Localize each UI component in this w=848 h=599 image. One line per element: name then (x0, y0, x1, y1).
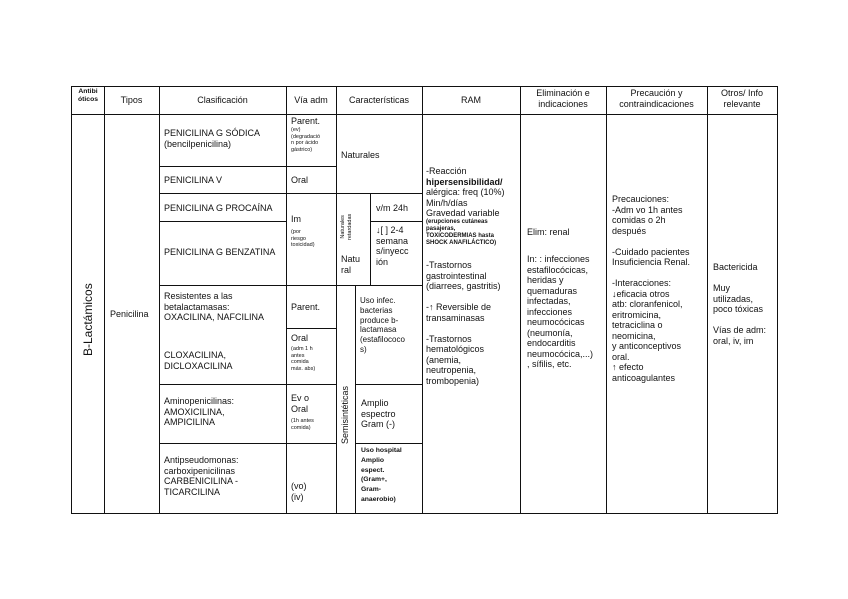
carac-semisinteticas: Semisintéticas (340, 385, 350, 444)
carac-r7: Amplio espectro Gram (-) (361, 398, 396, 429)
header-caracteristicas: Características (348, 95, 410, 105)
via-r6: Oral (291, 333, 309, 343)
elim-p2: In: : infecciones estafilocócicas, heridas y quemaduras infectadas, infecciones neumocócicas (neumonía, endocarditis neumocócica,...) , sífilis, etc. (527, 254, 594, 369)
carac-r5: Uso infec. bacterias produce b- lactamasa (estafilococo s) (360, 296, 405, 354)
via-r6-note: (adm 1 h antes comida máx. abs) (291, 346, 316, 372)
via-r7: Ev o Oral (291, 393, 310, 414)
header-otros: Otros/ Info relevante (720, 88, 764, 109)
clasif-penicilina-g-sodica: PENICILINA G SÓDICA (bencilpenicilina) (164, 128, 261, 149)
tipo-label: Penicilina (110, 309, 149, 319)
carac-r8: Uso hospital Amplio espect. (Gram+, Gram- anaerobio) (361, 447, 402, 503)
group-label: B-Lactámicos (81, 283, 95, 356)
clasif-antipseudomonas: Antipseudomonas: carboxipenicilinas CARBENICILINA - TICARCILINA (164, 455, 239, 497)
via-r8: (vo) (iv) (291, 481, 307, 502)
otros-text: Bactericida Muy utilizadas, poco tóxicas Vías de adm: oral, iv, im (713, 262, 767, 346)
ram-p2: hipersensibilidad/ (426, 176, 503, 187)
carac-natural: Natu ral (341, 254, 361, 275)
clasif-resistentes-betalactamasas: Resistentes a las betalactamasas: OXACILINA, NAFCILINA (164, 291, 265, 322)
ram-p5: -Trastornos gastrointestinal (diarrees, gastritis) -↑ Reversible de transaminasas -Trastornos hematológicos (anemia, neutropenia, trombopenia) (426, 260, 501, 386)
elim-p1: Elim: renal (527, 227, 570, 237)
carac-r4-right: ↓[ ] 2-4 semana s/inyecc ión (376, 225, 409, 267)
via-r4: Im (291, 214, 301, 224)
ram-p4: (erupciones cutáneas pasajeras, TOXICODERMIAS hasta SHOCK ANAFILÁCTICO) (426, 218, 497, 247)
precaucion-text: Precauciones: -Adm vo 1h antes comidas o 2h después -Cuidado pacientes Insuficiencia Renal. -Interacciones: ↓eficacia otros atb: cloranfenicol, eritromicina, tetraciclina o neomicina, y anticonceptivos oral. ↑ efecto anticoagulantes (612, 194, 691, 383)
header-tipos: Tipos (120, 95, 143, 105)
via-r2: Oral (291, 175, 309, 185)
header-via-adm: Vía adm (294, 95, 328, 105)
header-ram: RAM (461, 95, 481, 105)
clasif-penicilina-g-benzatina: PENICILINA G BENZATINA (164, 247, 276, 257)
header-clasificacion: Clasificación (197, 95, 248, 105)
clasif-cloxacilina: CLOXACILINA, DICLOXACILINA (164, 350, 233, 371)
via-r1-note: (ev) (degradació n por ácido gástrico) (291, 127, 321, 153)
header-antibioticos: Antibi óticos (77, 88, 99, 103)
carac-naturales: Naturales (341, 150, 380, 160)
clasif-aminopenicilinas: Aminopenicilinas: AMOXICILINA, AMPICILINA (164, 396, 235, 427)
ram-p1: -Reacción (426, 166, 467, 176)
via-r4-note: (por riesgo toxicidad) (291, 229, 315, 248)
carac-r3-right: v/m 24h (376, 203, 409, 213)
header-precaucion: Precaución y contraindicaciones (619, 88, 694, 109)
ram-cell (426, 166, 520, 386)
header-eliminacion: Eliminación e indicaciones (536, 88, 590, 109)
via-r7-note: (1h antes comida) (291, 418, 314, 431)
via-r5: Parent. (291, 302, 321, 312)
via-r1: Parent. (291, 116, 321, 126)
clasif-penicilina-g-procaina: PENICILINA G PROCAÍNA (164, 203, 273, 213)
ram-p3: alérgica: freq (10%) Min/h/días Gravedad variable (426, 187, 505, 218)
clasif-penicilina-v: PENICILINA V (164, 175, 223, 185)
carac-naturales-retardadas: Naturales retardadas (340, 213, 353, 240)
